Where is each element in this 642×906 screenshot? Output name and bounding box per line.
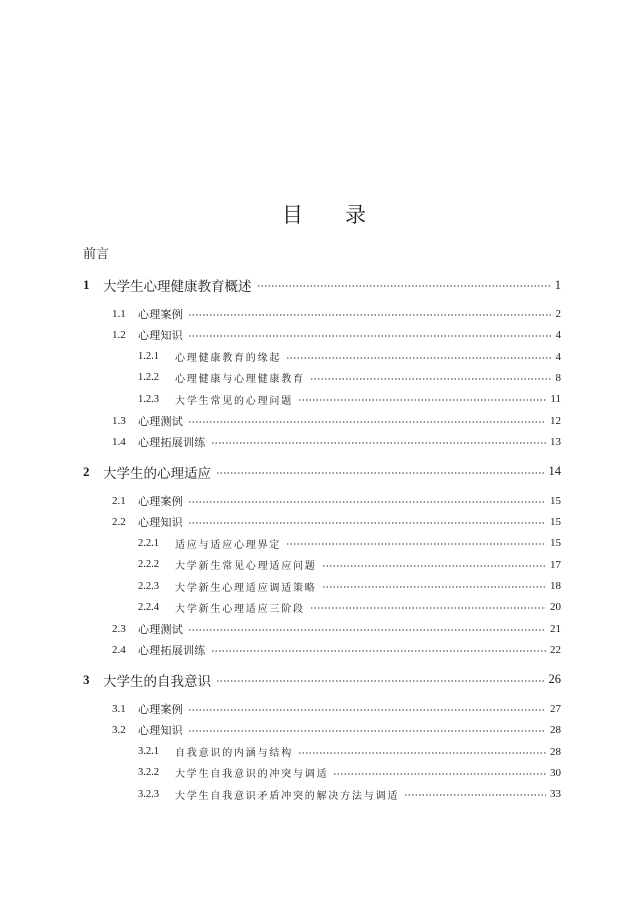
toc-entry-number: 1.3 [112, 414, 126, 427]
toc-subsection-row [138, 347, 561, 367]
toc-subsection-row [138, 742, 561, 762]
toc-subsection-row [138, 368, 561, 388]
dot-leader [298, 742, 546, 762]
toc-entry-page-number: 20 [550, 601, 561, 614]
toc-section-row [112, 325, 561, 345]
dot-leader [286, 533, 546, 553]
toc-entry-number: 2.2.1 [138, 537, 159, 549]
toc-entry-page-number: 13 [550, 435, 561, 448]
dot-leader [188, 304, 552, 324]
toc-entry-title: 大学新生心理适应三阶段 [175, 603, 305, 615]
toc-subsection-row [138, 763, 561, 783]
dot-leader [322, 555, 546, 575]
toc-entry-number: 1.2 [112, 329, 126, 342]
toc-entry-number: 1.4 [112, 435, 126, 448]
toc-subsection-row [138, 597, 561, 617]
toc-section-row [112, 304, 561, 324]
toc-entry-title: 心理知识 [138, 329, 183, 343]
dot-leader [216, 670, 545, 690]
toc-entry-title: 大学新生常见心理适应问题 [175, 561, 317, 573]
toc-entry-number: 2.3 [112, 622, 126, 635]
preface-entry: 前言 [83, 247, 110, 262]
toc-entry-number: 3.1 [112, 702, 126, 715]
dot-leader [188, 512, 546, 532]
toc-section-row [112, 491, 561, 511]
toc-entry-page-number: 15 [550, 494, 561, 507]
toc-entry-page-number: 2 [555, 308, 561, 320]
toc-entry-number: 1.2.2 [138, 372, 159, 384]
toc-entry-title: 适应与适应心理界定 [175, 539, 282, 551]
toc-entry-title: 心理测试 [138, 414, 183, 428]
toc-entry-title: 心理健康教育的缘起 [175, 353, 282, 365]
toc-entry-title: 心理案例 [138, 308, 183, 321]
toc-entry-title: 大学生心理健康教育概述 [103, 279, 252, 295]
dot-leader [310, 597, 546, 617]
toc-chapter-row [83, 462, 561, 482]
toc-subsection-row [138, 555, 561, 575]
toc-entry-number: 3 [83, 671, 90, 687]
toc-section-row [112, 432, 561, 452]
toc-entry-page-number: 21 [550, 622, 561, 635]
toc-entry-page-number: 26 [548, 672, 561, 687]
toc-subsection-row [138, 576, 561, 596]
toc-entry-title: 大学生的心理适应 [103, 465, 211, 482]
toc-subsection-row [138, 784, 561, 804]
toc-entry-number: 1.1 [112, 308, 126, 320]
toc-entry-number: 3.2.1 [138, 746, 159, 757]
toc-section-row [112, 699, 561, 719]
toc-entry-page-number: 33 [550, 788, 561, 801]
dot-leader [188, 491, 546, 511]
toc-entry-page-number: 28 [550, 724, 561, 737]
dot-leader [211, 432, 547, 452]
toc-entry-title: 大学新生心理适应调适策略 [175, 582, 317, 594]
toc-entry-number: 2.4 [112, 643, 126, 656]
toc-section-row [112, 720, 561, 740]
toc-section-row [112, 512, 561, 532]
toc-entry-title: 心理案例 [138, 702, 183, 716]
toc-entry-page-number: 30 [550, 766, 561, 779]
dot-leader [188, 720, 546, 740]
toc-entry-page-number: 27 [550, 702, 561, 715]
toc-subsection-row [138, 389, 561, 409]
toc-entry-page-number: 11 [550, 393, 561, 406]
toc-section-row [112, 411, 561, 431]
toc-entry-title: 心理知识 [138, 724, 183, 738]
toc-section-row [112, 619, 561, 639]
dot-leader [257, 275, 551, 295]
dot-leader [211, 640, 547, 660]
toc-entry-number: 2.2 [112, 516, 126, 529]
dot-leader [310, 368, 552, 388]
toc-entry-page-number: 22 [550, 643, 561, 656]
toc-heading: 目 录 [282, 203, 377, 227]
dot-leader [322, 576, 546, 596]
toc-entry-page-number: 18 [550, 580, 561, 592]
toc-entry-page-number: 28 [550, 745, 561, 758]
toc-entry-number: 2.2.2 [138, 559, 159, 571]
toc-chapter-row [83, 275, 561, 295]
toc-section-row [112, 640, 561, 660]
toc-entry-page-number: 8 [555, 371, 561, 384]
toc-entry-title: 心理拓展训练 [138, 435, 206, 449]
toc-entry-page-number: 15 [550, 537, 561, 550]
toc-chapter-row [83, 670, 561, 690]
toc-entry-number: 3.2 [112, 724, 126, 737]
toc-entry-number: 1.2.1 [138, 351, 159, 363]
toc-entry-title: 心理知识 [138, 516, 183, 530]
toc-entry-title: 大学生自我意识的冲突与调适 [175, 769, 329, 781]
toc-subsection-row [138, 533, 561, 553]
dot-leader [298, 389, 546, 409]
toc-entry-title: 大学生自我意识矛盾冲突的解决方法与调适 [175, 790, 400, 802]
toc-entry-page-number: 12 [550, 414, 561, 427]
toc-entry-number: 1 [83, 277, 90, 292]
toc-entry-number: 2.1 [112, 494, 126, 507]
toc-entry-title: 自我意识的内涵与结构 [175, 748, 293, 759]
toc-entry-title: 心理案例 [138, 494, 183, 508]
dot-leader [188, 619, 546, 639]
toc-entry-page-number: 4 [555, 329, 561, 342]
toc-entry-number: 1.2.3 [138, 393, 159, 405]
dot-leader [286, 347, 551, 367]
toc-entry-title: 心理拓展训练 [138, 643, 206, 657]
toc-entry-page-number: 14 [548, 464, 561, 479]
toc-entry-title: 大学生常见的心理问题 [175, 395, 293, 407]
dot-leader [188, 325, 552, 345]
toc-entry-title: 大学生的自我意识 [103, 673, 211, 690]
toc-entry-number: 3.2.3 [138, 788, 159, 800]
toc-entry-number: 2 [83, 463, 90, 479]
toc-entry-number: 2.2.3 [138, 580, 159, 592]
toc-entry-number: 3.2.2 [138, 767, 159, 779]
toc-entry-page-number: 15 [550, 516, 561, 529]
dot-leader [188, 411, 546, 431]
toc-entry-title: 心理测试 [138, 622, 183, 636]
toc-entry-title: 心理健康与心理健康教育 [175, 374, 305, 386]
dot-leader [404, 784, 546, 804]
toc-entry-page-number: 4 [555, 350, 561, 363]
dot-leader [188, 699, 546, 719]
toc-entry-page-number: 17 [550, 558, 561, 571]
dot-leader [333, 763, 546, 783]
toc-entry-number: 2.2.4 [138, 601, 159, 613]
dot-leader [216, 462, 545, 482]
toc-entry-page-number: 1 [554, 277, 561, 292]
